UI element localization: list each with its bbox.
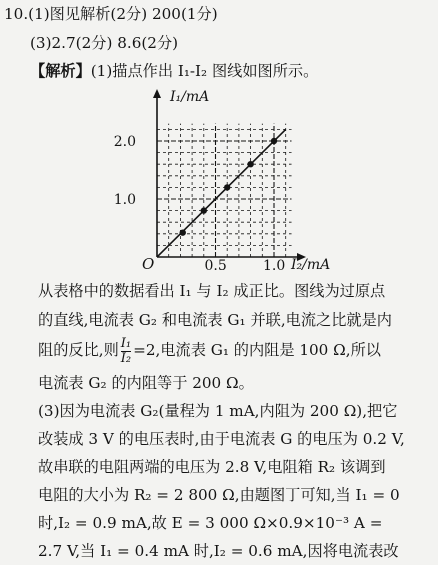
fraction-denominator: I₂ xyxy=(120,350,132,366)
para1-line-1: 从表格中的数据看出 I₁ 与 I₂ 成正比。图线为过原点 xyxy=(38,282,386,300)
part3-number: (3) xyxy=(30,34,52,52)
x-tick-label: 0.5 xyxy=(204,258,227,270)
y-axis xyxy=(153,89,161,257)
para1-formula-line xyxy=(38,333,381,367)
para3-line-2: 改装成 3 V 的电压表时,由于电流表 G 的电压为 0.2 V, xyxy=(38,430,405,448)
para3-line-5: 时,I₂ = 0.9 mA,故 E = 3 000 Ω×0.9×10⁻³ A = xyxy=(38,514,383,532)
question-number: 10. xyxy=(4,5,29,23)
answer-line-1 xyxy=(4,5,218,23)
i1-i2-graph xyxy=(0,85,438,270)
current-ratio-fraction xyxy=(121,337,131,366)
part1-answer: 图见解析(2分) 200(1分) xyxy=(49,5,218,23)
data-point xyxy=(271,138,277,144)
analysis-tag: 【解析】 xyxy=(30,62,91,80)
para3-line-4: 电阻的大小为 R₂ = 2 800 Ω,由题图丁可知,当 I₁ = 0 xyxy=(38,486,400,504)
part1-number: (1) xyxy=(28,5,50,23)
x-tick-label: 1.0 xyxy=(263,258,286,270)
origin-label: O xyxy=(142,255,155,270)
part3-answer: 2.7(2分) 8.6(2分) xyxy=(51,34,179,52)
para3-line-1: (3)因为电流表 G₂(量程为 1 mA,内阻为 200 Ω),把它 xyxy=(38,402,398,420)
formula-pre: 阻的反比,则 xyxy=(38,341,119,359)
y-tick-label: 1.0 xyxy=(113,192,136,208)
fit-line xyxy=(157,129,286,257)
x-axis-label: I₂/mA xyxy=(291,257,331,270)
data-point xyxy=(201,207,207,213)
fraction-numerator: I₁ xyxy=(120,335,132,351)
para3-line-3: 故串联的电阻两端的电压为 2.8 V,电阻箱 R₂ 该调到 xyxy=(38,458,386,476)
analysis-intro: (1)描点作出 I₁-I₂ 图线如图所示。 xyxy=(90,62,319,80)
formula-post: =2,电流表 G₁ 的内阻是 100 Ω,所以 xyxy=(133,341,381,359)
para1-end-line: 电流表 G₂ 的内阻等于 200 Ω。 xyxy=(38,374,254,392)
para1-line-2: 的直线,电流表 G₂ 和电流表 G₁ 并联,电流之比就是内 xyxy=(38,311,392,329)
y-axis-label: I₁/mA xyxy=(170,89,210,105)
answer-line-2 xyxy=(30,34,178,52)
data-point xyxy=(247,161,253,167)
para3-line-6: 2.7 V,当 I₁ = 0.4 mA 时,I₂ = 0.6 mA,因将电流表改 xyxy=(38,542,399,560)
data-point xyxy=(180,229,186,235)
data-point xyxy=(224,184,230,190)
analysis-intro-line xyxy=(30,62,318,80)
y-tick-label: 2.0 xyxy=(113,134,136,150)
